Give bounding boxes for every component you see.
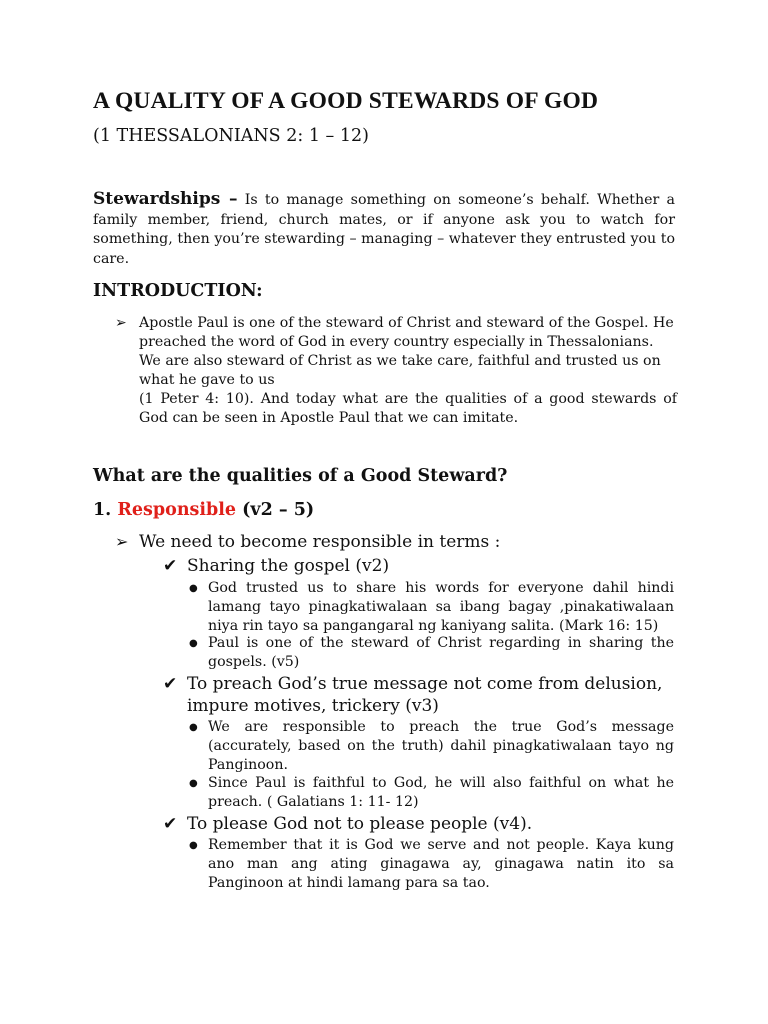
bullet-icon: ● <box>189 722 198 733</box>
bullet-icon: ● <box>189 778 198 789</box>
list-item <box>189 774 674 812</box>
list-item <box>189 836 674 893</box>
bullet-icon: ● <box>189 840 198 851</box>
introduction-item <box>115 314 677 428</box>
bullet-icon: ● <box>189 638 198 649</box>
stewardship-text: Is to manage something on someone’s behalf. Whether a family member, friend, church mates, or if anyone ask you to watch for something, then you’re stewarding – managing – whatever they entrusted you to care. <box>93 192 675 267</box>
scripture-reference: (1 THESSALONIANS 2: 1 – 12) <box>93 126 369 146</box>
checkmark-icon: ✔ <box>163 556 178 576</box>
arrow-bullet-icon: ➢ <box>115 315 127 331</box>
check-item-text: To please God not to please people (v4). <box>187 814 533 834</box>
check-item <box>163 673 683 717</box>
list-item-text: Since Paul is faithful to God, he will also faithful on what he preach. ( Galatians 1: 11- 12) <box>208 775 674 810</box>
introduction-text-1: Apostle Paul is one of the steward of Christ and steward of the Gospel. He preached the word of God in every country especially in Thessalonians. We are also steward of Christ as we take care, faithful and trusted us on what he gave to us <box>139 315 674 388</box>
responsibility-lead <box>115 532 500 552</box>
stewardship-term: Stewardships – <box>93 189 238 209</box>
check-item <box>163 813 683 835</box>
section-number: 1. <box>93 500 112 520</box>
stewardship-definition <box>93 190 675 269</box>
list-item-text: Remember that it is God we serve and not people. Kaya kung ano man ang ating ginagawa ay, ginagawa natin ito sa Panginoon at hindi lamang para sa tao. <box>208 837 674 891</box>
section-verses: (v2 – 5) <box>236 500 315 520</box>
section-heading-responsible <box>93 500 314 520</box>
introduction-text-2: (1 Peter 4: 10). And today what are the qualities of a good stewards of God can be seen in Apostle Paul that we can imitate. <box>139 391 677 426</box>
list-item-text: God trusted us to share his words for everyone dahil hindi lamang tayo pinagkatiwalaan sa ibang bagay ,pinakatiwalaan niya rin tayo sa pangangaral ng kaniyang salita. (Mark 16: 15) <box>208 580 674 634</box>
list-item-text: We are responsible to preach the true God’s message (accurately, based on the truth) dahil pinagkatiwalaan tayo ng Panginoon. <box>208 719 674 773</box>
introduction-heading: INTRODUCTION: <box>93 281 263 301</box>
checkmark-icon: ✔ <box>163 674 178 694</box>
list-item <box>189 718 674 775</box>
list-item <box>189 634 674 672</box>
bullet-icon: ● <box>189 583 198 594</box>
arrow-bullet-icon: ➢ <box>115 532 129 551</box>
check-item-text: To preach God’s true message not come from delusion, impure motives, trickery (v3) <box>187 674 663 716</box>
list-item-text: Paul is one of the steward of Christ regarding in sharing the gospels. (v5) <box>208 635 674 670</box>
list-item <box>189 579 674 636</box>
check-item <box>163 555 683 577</box>
responsibility-lead-text: We need to become responsible in terms : <box>139 532 501 552</box>
checkmark-icon: ✔ <box>163 814 178 834</box>
section-keyword: Responsible <box>117 500 237 520</box>
page-title: A QUALITY OF A GOOD STEWARDS OF GOD <box>93 88 599 114</box>
check-item-text: Sharing the gospel (v2) <box>187 556 390 576</box>
qualities-heading: What are the qualities of a Good Steward? <box>93 466 508 486</box>
